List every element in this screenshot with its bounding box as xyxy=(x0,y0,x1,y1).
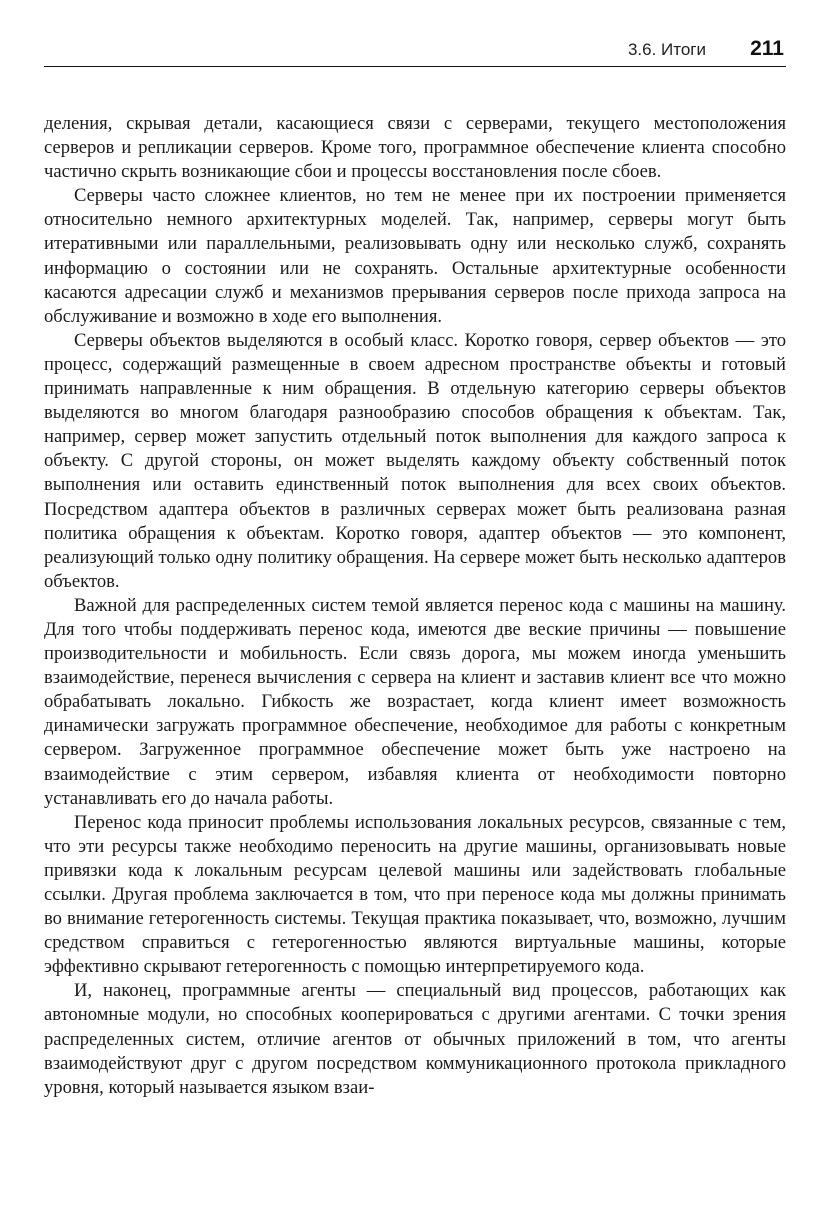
paragraph-continued: деления, скрывая детали, касающиеся связи с серверами, текущего местоположения серверов и репликации серверов. Кроме того, программное обеспечение клиента способно частично скрыть возникающие сбои и процессы восстановления после сбоев. xyxy=(44,113,786,183)
page-number: 211 xyxy=(750,37,784,60)
running-header xyxy=(44,36,786,67)
paragraph-code-migration: Важной для распределенных систем темой является перенос кода с машины на машину. Для того чтобы поддерживать перенос кода, имеются две веские причины — повышение производительности и мобильность. Если связь дорога, мы можем иногда уменьшить взаимодействие, перенеся вычисления с сервера на клиент и заставив клиент все что можно обрабатывать локально. Гибкость же возрастает, когда клиент имеет возможность динамически загружать программное обеспечение, необходимое для работы с конкретным сервером. Загруженное программное обеспечение может быть уже настроено на взаимодействие с этим сервером, избавляя клиента от необходимости повторно устанавливать его до начала работы. xyxy=(44,594,786,809)
section-title: 3.6. Итоги xyxy=(627,40,706,59)
body-text xyxy=(44,112,786,1100)
paragraph-heterogeneity: Перенос кода приносит проблемы использования локальных ресурсов, связанные с тем, что эти ресурсы также необходимо переносить на другие машины, организовывать новые привязки кода к локальным ресурсам целевой машины или задействовать глобальные ссылки. Другая проблема заключается в том, что при переносе кода мы должны принимать во внимание гетерогенность системы. Текущая практика показывает, что, возможно, лучшим средством справиться с гетерогенностью являются виртуальные машины, которые эффективно скрывают гетерогенность с помощью интерпретируемого кода. xyxy=(44,811,786,978)
paragraph-software-agents: И, наконец, программные агенты — специальный вид процессов, работающих как автономные модули, но способных кооперироваться с другими агентами. С точки зрения распределенных систем, отличие агентов от обычных приложений в том, что агенты взаимодействуют друг с другом посредством коммуникационного протокола прикладного уровня, который называется языком взаи- xyxy=(44,980,786,1098)
paragraph-object-servers: Серверы объектов выделяются в особый класс. Коротко говоря, сервер объектов — это процесс, содержащий размещенные в своем адресном пространстве объекты и готовый принимать направленные к ним обращения. В отдельную категорию серверы объектов выделяются во многом благодаря разнообразию способов обращения к объектам. Так, например, сервер может запустить отдельный поток выполнения для каждого запроса к объекту. С другой стороны, он может выделять каждому объекту собственный поток выполнения или оставить единственный поток выполнения для всех своих объектов. Посредством адаптера объектов в различных серверах может быть реализована разная политика обращения к объектам. Коротко говоря, адаптер объектов — это компонент, реализующий только одну политику обращения. На сервере может быть несколько адаптеров объектов. xyxy=(44,329,786,592)
paragraph-servers: Серверы часто сложнее клиентов, но тем не менее при их построении применяется относительно немного архитектурных моделей. Так, например, серверы могут быть итеративными или параллельными, реализовывать одну или несколько служб, сохранять информацию о состоянии или не сохранять. Остальные архитектурные особенности касаются адресации служб и механизмов прерывания серверов после прихода запроса на обслуживание и возможно в ходе его выполнения. xyxy=(44,185,786,327)
